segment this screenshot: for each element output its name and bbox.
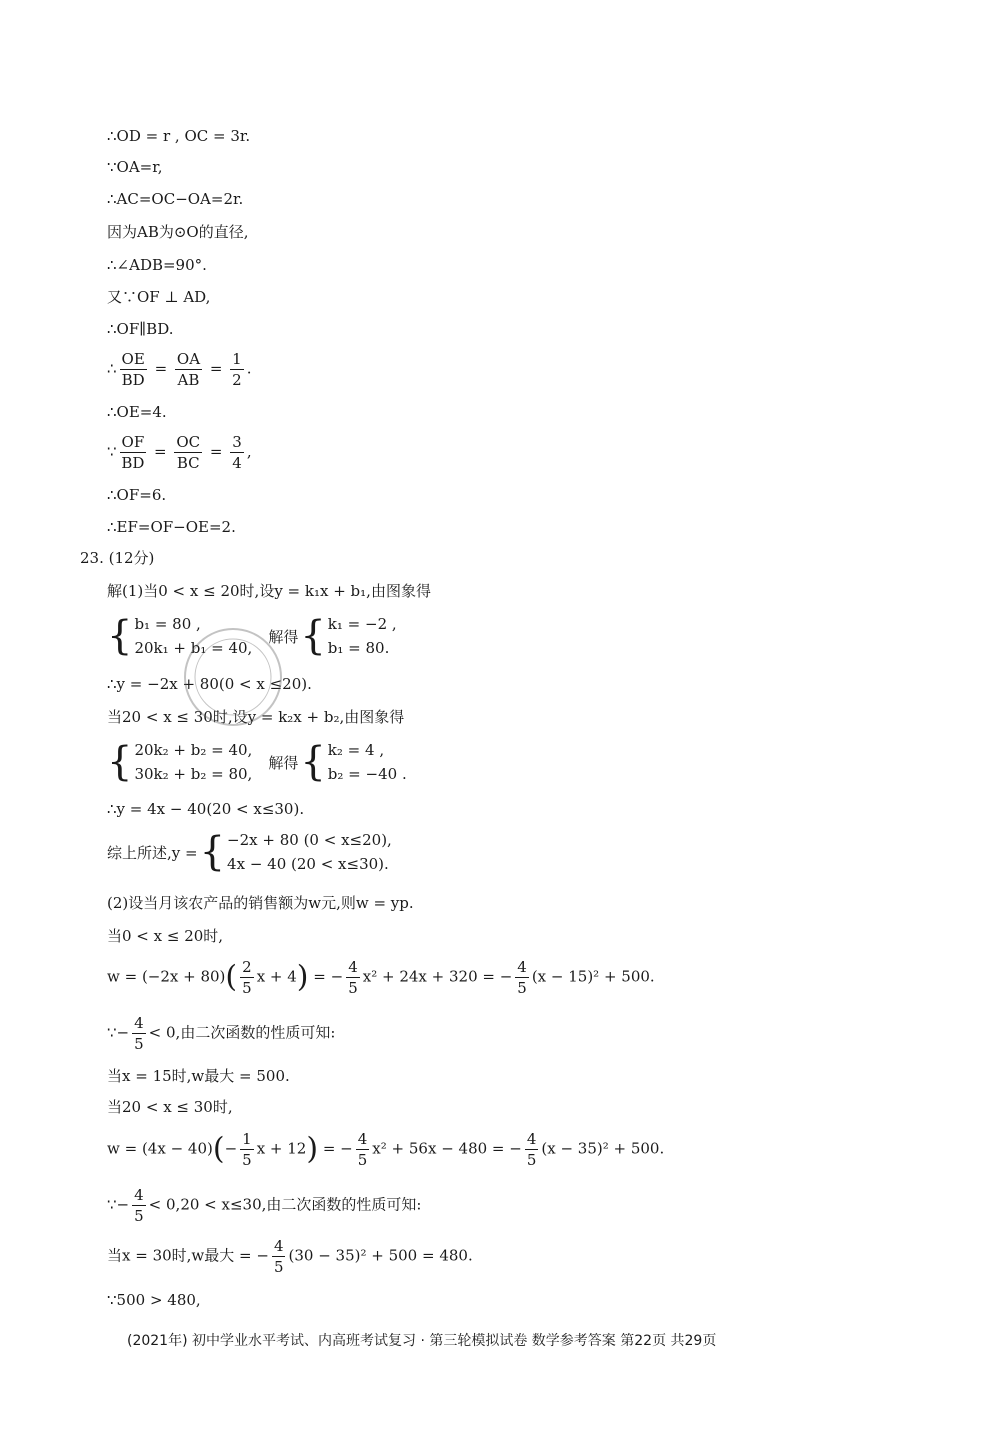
line: (2)设当月该农产品的销售额为w元,则w = yp. bbox=[107, 894, 414, 912]
expression: w = (4x − 40)(− $\frac{1}{5}$ x + 12) = − $\frac{4}{5}$ x² + 56x − 480 = − $\frac{4}{5}$ (x − 35)² + 500. bbox=[107, 1130, 665, 1169]
line: 当20 < x ≤ 30时,设y = k₂x + b₂,由图象得 bbox=[107, 708, 405, 726]
line: ∴OD = r , OC = 3r. bbox=[107, 127, 251, 145]
fraction: $\frac{3}{4}$ bbox=[232, 433, 242, 472]
piecewise-function: 综上所述,y ={ −2x + 80 (0 < x≤20), 4x − 40 (20 < x≤30). bbox=[107, 829, 392, 875]
ratio-line: ∴ $\frac{OE}{BD}$ = $\frac{OA}{AB}$ = $\frac{1}{2}$ . bbox=[107, 350, 252, 389]
line: ∴y = 4x − 40(20 < x≤30). bbox=[107, 800, 305, 818]
fraction: $\frac{OE}{BD}$ bbox=[121, 350, 145, 389]
fraction: $\frac{OA}{AB}$ bbox=[176, 350, 201, 389]
question-heading: 23. (12分) bbox=[80, 549, 155, 567]
line: ∴y = −2x + 80(0 < x ≤20). bbox=[107, 675, 312, 693]
expression: 当x = 30时,w最大 = − $\frac{4}{5}$ (30 − 35)² + 500 = 480. bbox=[107, 1237, 473, 1276]
line: ∵OA=r, bbox=[107, 158, 163, 176]
page-footer: (2021年) 初中学业水平考试、内高班考试复习 · 第三轮模拟试卷 数学参考答案 第22页 共29页 bbox=[127, 1333, 717, 1349]
line: ∴OF∥BD. bbox=[107, 320, 174, 338]
equation-system: { b₁ = 80 , 20k₁ + b₁ = 40, 解得{ k₁ = −2 , b₁ = 80. bbox=[107, 613, 397, 659]
line: ∴∠ADB=90°. bbox=[107, 256, 207, 274]
line: ∴EF=OF−OE=2. bbox=[107, 518, 236, 536]
equation-system: { 20k₂ + b₂ = 40, 30k₂ + b₂ = 80, 解得{ k₂ = 4 , b₂ = −40 . bbox=[107, 739, 407, 785]
expression: ∵− $\frac{4}{5}$ < 0,20 < x≤30,由二次函数的性质可知: bbox=[107, 1186, 422, 1225]
fraction: $\frac{OC}{BC}$ bbox=[176, 433, 201, 472]
fraction: $\frac{OF}{BD}$ bbox=[121, 433, 145, 472]
expression: w = (−2x + 80)( $\frac{2}{5}$ x + 4) = − $\frac{4}{5}$ x² + 24x + 320 = − $\frac{4}{5}$ (x − 15)² + 500. bbox=[107, 958, 655, 997]
watermark-stamp-icon bbox=[178, 622, 288, 732]
expression: ∵− $\frac{4}{5}$ < 0,由二次函数的性质可知: bbox=[107, 1014, 336, 1053]
line: ∴OF=6. bbox=[107, 486, 167, 504]
line: ∵500 > 480, bbox=[107, 1291, 201, 1309]
ratio-line: ∵ $\frac{OF}{BD}$ = $\frac{OC}{BC}$ = $\frac{3}{4}$ , bbox=[107, 433, 252, 472]
line: ∴OE=4. bbox=[107, 403, 167, 421]
fraction: $\frac{1}{2}$ bbox=[232, 350, 242, 389]
line: 当x = 15时,w最大 = 500. bbox=[107, 1067, 290, 1085]
line: 当0 < x ≤ 20时, bbox=[107, 927, 224, 945]
line: ∴AC=OC−OA=2r. bbox=[107, 190, 244, 208]
line: 因为AB为⊙O的直径, bbox=[107, 223, 249, 241]
line: 解(1)当0 < x ≤ 20时,设y = k₁x + b₁,由图象得 bbox=[107, 582, 431, 600]
line: 又∵OF ⊥ AD, bbox=[107, 288, 211, 306]
line: 当20 < x ≤ 30时, bbox=[107, 1098, 233, 1116]
